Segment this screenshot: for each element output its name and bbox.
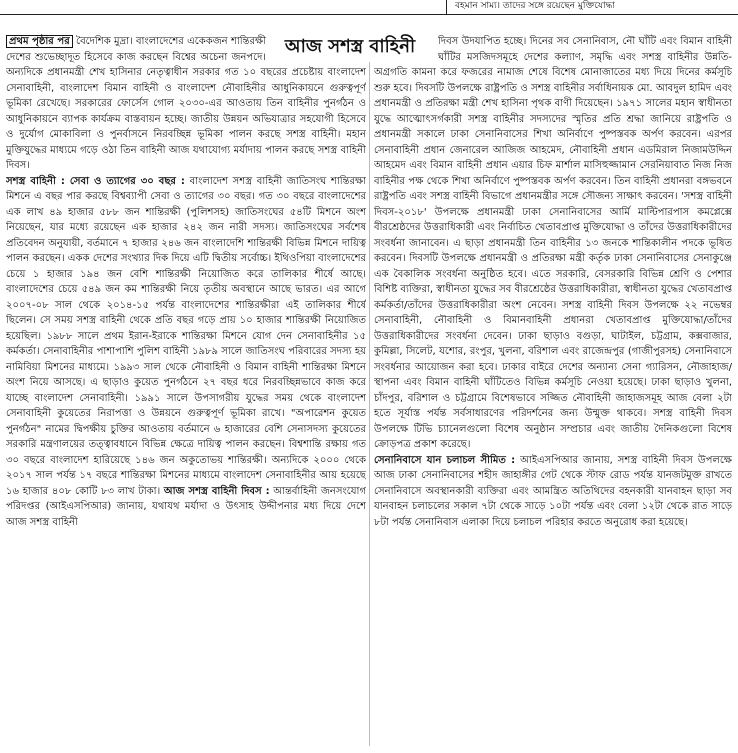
article-right-column — [374, 34, 732, 749]
subheading-armed-forces-day: আজ সশস্ত্র বাহিনী দিবস : — [163, 485, 270, 497]
paragraph-text: দিবস উদযাপিত হচ্ছে। দিনের সব সেনানিবাস, নৌ ঘাঁটি এবং বিমান বাহিনী ঘাঁটির মসজিদসমূহে দেশের কল্যাণ, সমৃদ্ধি এবং সশস্ত্র বাহিনীর উন্নতি-অগ্রগতি কামনা করে ফজরের নামাজ শেষে বিশেষ মোনাজাতের মধ্য দিয়ে দিনের কর্মসূচি শুরু হবে। দিবসটি উপলক্ষে রাষ্ট্রপতি ও সশস্ত্র বাহিনীর সর্বাধিনায়ক মো. আবদুল হামিদ এবং প্রধানমন্ত্রী ও প্রতিরক্ষা মন্ত্রী শেখ হাসিনা পৃথক বাণী দিয়েছেন। ১৯৭১ সালের মহান স্বাধীনতা যুদ্ধে আত্মোৎসর্গকারী সশস্ত্র বাহিনীর সদস্যদের স্মৃতির প্রতি শ্রদ্ধা জানিয়ে রাষ্ট্রপতি ও প্রধানমন্ত্রী সকালে ঢাকা সেনানিবাসের শিখা অনির্বাণে পুষ্পস্তবক অর্পণ করবেন। এরপর সেনাবাহিনী প্রধান জেনারেল আজিজ আহমেদ, নৌবাহিনী প্রধান এডমিরাল নিজামউদ্দিন আহমেদ এবং বিমান বাহিনী প্রধান এয়ার চিফ মার্শাল মাসিহুজ্জামান সেরনিয়াবাত নিজ নিজ বাহিনীর পক্ষ থেকে শিখা অনির্বাণে পুষ্পস্তবক অর্পণ করবেন। তিন বাহিনী প্রধানরা বঙ্গভবনে রাষ্ট্রপতি এবং সশস্ত্র বাহিনী বিভাগে প্রধানমন্ত্রীর সঙ্গে সৌজন্য সাক্ষাৎ করবেন। 'সশস্ত্র বাহিনী দিবস-২০১৮' উপলক্ষে প্রধানমন্ত্রী ঢাকা সেনানিবাসের আর্মি মাল্টিপারপাস কমপ্লেক্সে বীরশ্রেষ্ঠদের উত্তরাধিকারী এবং নির্বাচিত খেতাবপ্রাপ্ত মুক্তিযোদ্ধা ও তাঁদের উত্তরাধিকারীদের সংবর্ধনা জানাবেন। এ ছাড়া প্রধানমন্ত্রী তিন বাহিনীর ১৩ জনকে শান্তিকালীন পদকে ভূষিত করবেন। দিবসটি উপলক্ষে প্রধানমন্ত্রী ও প্রতিরক্ষা মন্ত্রী কর্তৃক ঢাকা সেনানিবাসের সেনাকুঞ্জে এক বৈকালিক সংবর্ধনা অনুষ্ঠিত হবে। এতে সরকারি, বেসরকারি বিভিন্ন শ্রেণি ও পেশার বিশিষ্ট ব্যক্তিরা, স্বাধীনতা যুদ্ধের সব বীরশ্রেষ্ঠের উত্তরাধিকারীরা, স্বাধীনতা যুদ্ধের খেতাবপ্রাপ্ত কর্মকর্তা/তাঁদের উত্তরাধিকারীরা অংশ নেবেন। সশস্ত্র বাহিনী দিবস উপলক্ষে ২২ নভেম্বর সেনাবাহিনী, নৌবাহিনী ও বিমানবাহিনী প্রধানরা খেতাবপ্রাপ্ত মুক্তিযোদ্ধা/তাঁদের উত্তরাধিকারীদের সংবর্ধনা দেবেন। ঢাকা ছাড়াও বগুড়া, ঘাটাইল, চট্টগ্রাম, কক্সবাজার, কুমিল্লা, সিলেট, যশোর, রংপুর, খুলনা, বরিশাল এবং রাজেন্দ্রপুর (গাজীপুরসহ) সেনানিবাসে সংবর্ধনার আয়োজন করা হবে। ঢাকার বাইরে দেশের অন্যান্য সেনা গ্যারিসন, নৌজাহাজ/স্থাপনা এবং বিমান বাহিনী ঘাঁটিতেও বিভিন্ন কর্মসূচি নেওয়া হয়েছে। ঢাকা ছাড়াও খুলনা, চাঁদপুর, বরিশাল ও চট্টগ্রামে বিশেষভাবে সজ্জিত নৌবাহিনী জাহাজসমূহ আজ বেলা ২টা হতে সূর্যাস্ত পর্যন্ত সর্বসাধারণের পরিদর্শনের জন্য উন্মুক্ত থাকবে। সশস্ত্র বাহিনী দিবস উপলক্ষে টিভি চ্যানেলগুলো বিশেষ অনুষ্ঠান সম্প্রচার এবং জাতীয় দৈনিকগুলো বিশেষ ক্রোড়পত্র প্রকাশ করেছে। — [374, 36, 732, 450]
continued-from-label: প্রথম পৃষ্ঠার পর — [6, 35, 73, 48]
strip-text: বহমান সাম্য। তাদের সঙ্গে রয়েছেন মুক্তিযোদ্ধা — [455, 1, 615, 11]
subheading-traffic: সেনানিবাসে যান চলাচল সীমিত : — [374, 454, 516, 466]
paragraph-text: আইএসপিআর জানায়, সশস্ত্র বাহিনী দিবস উপলক্ষে আজ ঢাকা সেনানিবাসের শহীদ জাহাঙ্গীর গেট থেকে স্টাফ রোড পর্যন্ত যানজটমুক্ত রাখতে সেনানিবাসে অবস্থানকারী ব্যক্তিরা এবং আমন্ত্রিত অতিথিদের বহনকারী যানবাহন ছাড়া সব যানবাহন চলাচলের সকাল ৭টা থেকে সাড়ে ১০টা পর্যন্ত এবং বেলা ১২টা থেকে রাত সাড়ে ৮টা পর্যন্ত সেনানিবাস এলাকা দিয়ে চলাচল পরিহার করতে অনুরোধ করা হয়েছে। — [374, 454, 732, 528]
article-left-column — [6, 34, 366, 749]
strip-divider — [446, 0, 447, 14]
article-title: আজ সশস্ত্র বাহিনী — [270, 32, 430, 62]
paragraph-text: আন্তর্বাহিনী জনসংযোগ পরিদপ্তর (আইএসপিআর) জানায়, যথাযথ মর্যাদা ও উৎসাহ উদ্দীপনার মধ্য দিয়ে দেশে আজ সশস্ত্র বাহিনী — [6, 485, 366, 528]
paragraph-text: বাংলাদেশ সশস্ত্র বাহিনী জাতিসংঘ শান্তিরক্ষা মিশনে এ বছর পার করছে বিশ্বব্যাপী সেবা ও ত্যাগের ৩০ বছর। গত ৩০ বছরে বাংলাদেশের এক লাখ ৪৯ হাজার ৫৮৮ জন শান্তিরক্ষী (পুলিশসহ) জাতিসংঘের ৫৪টি মিশনে অংশ নিয়েছেন, যার মধ্যে রয়েছেন এক হাজার ২৪২ জন নারী সদস্য। জাতিসংঘের সর্বশেষ প্রতিবেদন অনুযায়ী, বর্তমানে ৭ হাজার ২৪৬ জন বাংলাদেশি শান্তিরক্ষী বিভিন্ন মিশনে দায়িত্ব পালন করছেন। একক দেশের সংখ্যার দিক দিয়ে এটি দ্বিতীয় সর্বোচ্চ। ইথিওপিয়া বাংলাদেশের চেয়ে ১ হাজার ১৯৪ জন বেশি শান্তিরক্ষী নিয়োজিত করে তালিকার শীর্ষে আছে। বাংলাদেশের চেয়ে ৫৪৯ জন কম শান্তিরক্ষী নিয়ে তৃতীয় অবস্থানে আছে ভারত। এর আগে ২০০৭-০৮ সাল থেকে ২০১৪-১৫ পর্যন্ত বাংলাদেশের শান্তিরক্ষীরা এই তালিকার শীর্ষে ছিলেন। সে সময় সশস্ত্র বাহিনী থেকে প্রতি বছর গড়ে প্রায় ১০ হাজার শান্তিরক্ষী নিয়োজিত হয়েছিল। ১৯৮৮ সালে প্রথম ইরান-ইরাকে শান্তিরক্ষা মিশনে যোগ দেন সেনাবাহিনীর ১৫ কর্মকর্তা। সেনাবাহিনীর পাশাপাশি পুলিশ বাহিনী ১৯৮৯ সালে জাতিসংঘ পরিবারের সদস্য হয় নামিবিয়া মিশনের মাধ্যমে। ১৯৯৩ সাল থেকে নৌবাহিনী ও বিমান বাহিনী শান্তিরক্ষা মিশনে অংশ নিয়ে আসছে। এ ছাড়াও কুয়েত পুনর্গঠনে ২৭ বছর ধরে নিরবচ্ছিন্নভাবে কাজ করে যাচ্ছে বাংলাদেশ সেনাবাহিনী। ১৯৯১ সালে উপসাগরীয় যুদ্ধের সময় থেকে বাংলাদেশ সেনাবাহিনী কুয়েতের নিরাপত্তা ও উন্নয়নে গুরুত্বপূর্ণ ভূমিকা রাখে। "অপারেশন কুয়েত পুনর্গঠন" নামের দ্বিপক্ষীয় চুক্তির আওতায় বর্তমানে ৬ হাজারের বেশি সেনাসদস্য কুয়েতের সরকারি মন্ত্রণালয়ের তত্ত্বাবধানে বিভিন্ন ক্ষেত্রে দায়িত্ব পালন করছেন। বিশ্বশান্তি রক্ষায় গত ৩০ বছরে বাংলাদেশ হারিয়েছে ১৪৬ জন অকুতোভয় শান্তিরক্ষী। অন্যদিকে ২০০০ থেকে ২০১৭ সাল পর্যন্ত ১৭ বছরে শান্তিরক্ষা মিশনের মাধ্যমে বাংলাদেশ সেনাবাহিনীর আয় হয়েছে ১৬ হাজার ৪০৮ কোটি ৮৩ লাখ টাকা। — [6, 175, 366, 497]
paragraph-text: বৈদেশিক মুদ্রা। বাংলাদেশের একেকজন শান্তিরক্ষী দেশের শুভেচ্ছাদূত হিসেবে কাজ করছেন বিশ্বের অচেনা জনপদে। অন্যদিকে প্রধানমন্ত্রী শেখ হাসিনার নেতৃত্বাধীন সরকার গত ১০ বছরের প্রচেষ্টায় বাংলাদেশ সেনাবাহিনী, বাংলাদেশ বিমান বাহিনী ও বাংলাদেশ নৌবাহিনীর আধুনিকায়নে গুরুত্বপূর্ণ ভূমিকা রেখেছে। সরকারের ফোর্সেস গোল ২০৩০-এর আওতায় তিন বাহিনীর পুনর্গঠন ও আধুনিকায়নে ব্যাপক কার্যক্রম বাস্তবায়ন হচ্ছে। জাতীয় উন্নয়ন অভিযাত্রার সহযোগী হিসেবে ও দুর্যোগ মোকাবিলা ও পুনর্বাসনে নিরবচ্ছিন্ন ভূমিকা পালন করছে সশস্ত্র বাহিনী। মহান মুক্তিযুদ্ধের মাধ্যমে গড়ে ওঠা তিন বাহিনী আজ যথাযোগ্য মর্যাদায় পালন করছে সশস্ত্র বাহিনী দিবস। — [6, 36, 366, 171]
previous-article-strip — [0, 0, 738, 15]
subheading-peacekeeping: সশস্ত্র বাহিনী : সেবা ও ত্যাগের ৩০ বছর : — [6, 175, 185, 187]
column-divider — [369, 34, 370, 746]
